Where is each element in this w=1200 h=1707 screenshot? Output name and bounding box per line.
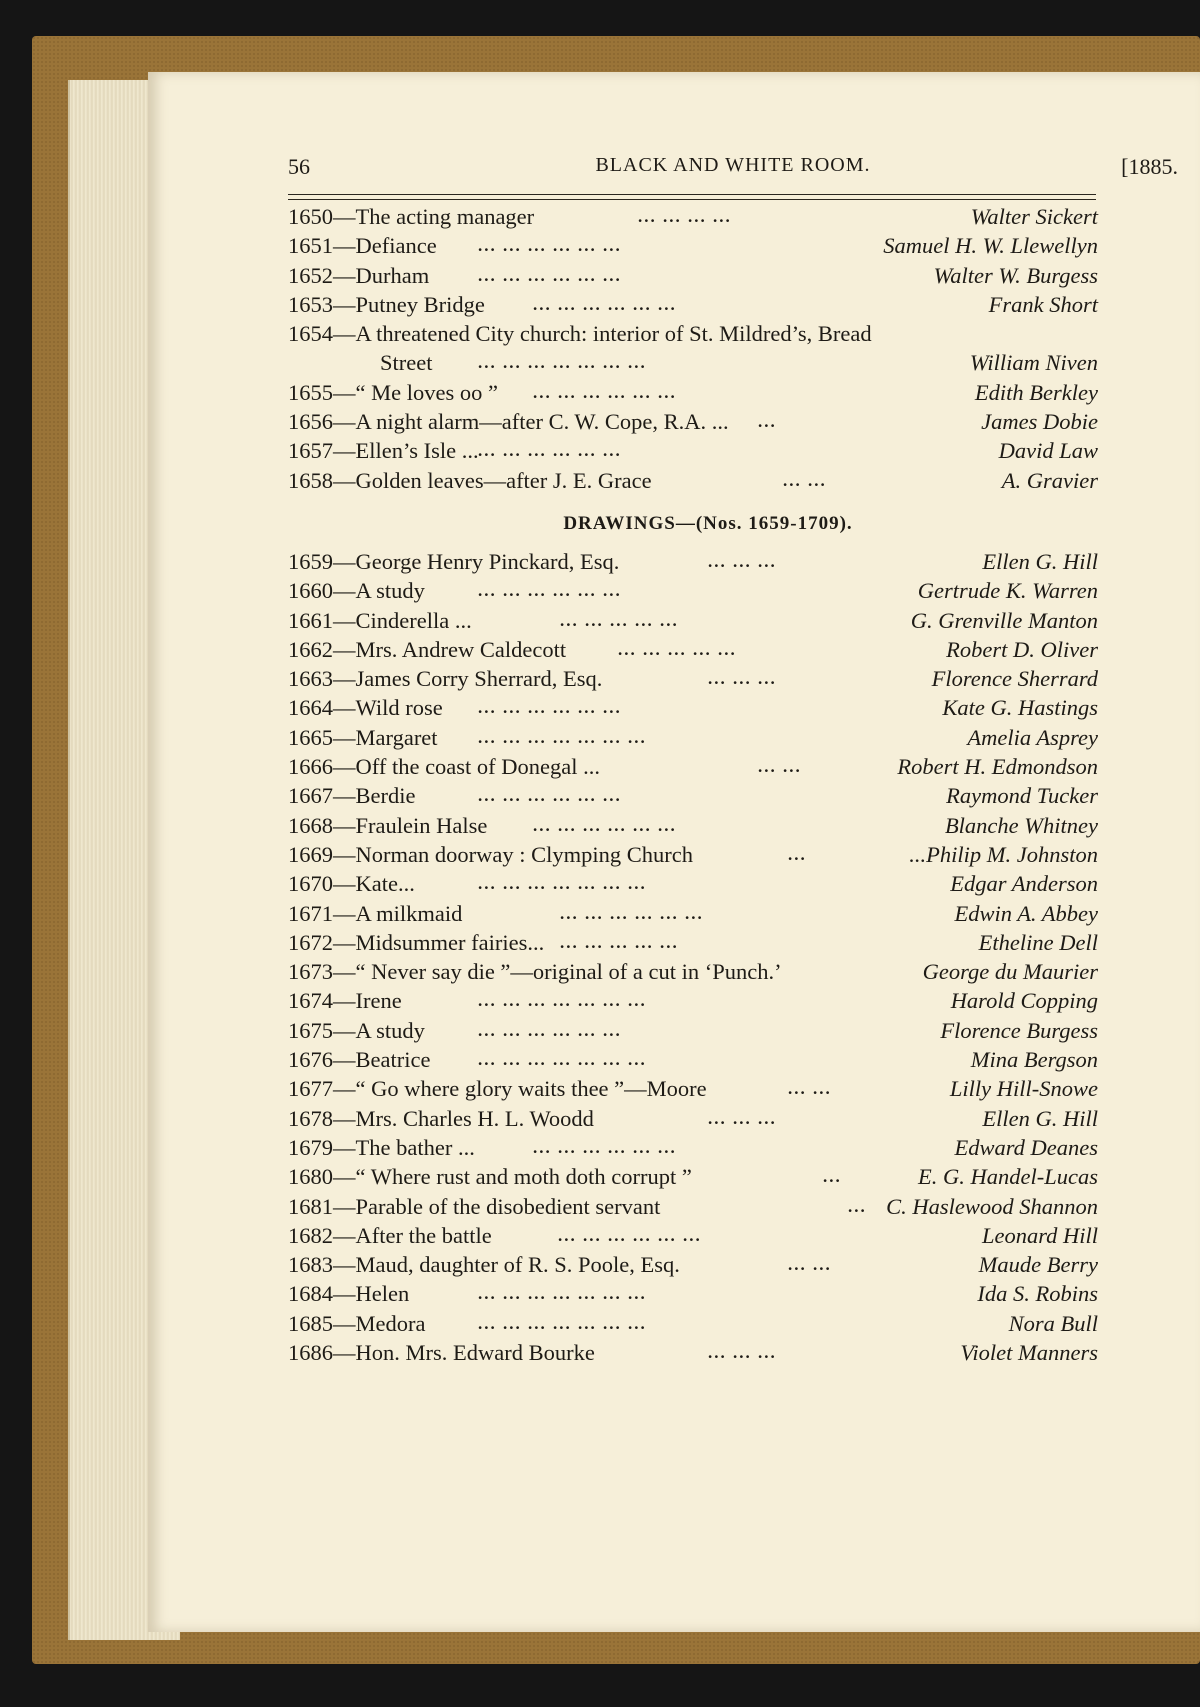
entry-artist: Kate G. Hastings xyxy=(942,695,1098,721)
entry-title: 1678—Mrs. Charles H. L. Woodd xyxy=(288,1105,594,1131)
entry-artist: Etheline Dell xyxy=(978,929,1098,955)
entry-title: 1652—Durham xyxy=(288,262,430,288)
entry-artist: Mina Bergson xyxy=(970,1047,1098,1073)
entry-title: 1658—Golden leaves—after J. E. Grace xyxy=(288,467,652,493)
catalogue-entry xyxy=(288,261,1098,290)
entry-title: 1679—The bather ... xyxy=(288,1134,475,1160)
entry-title: 1677—“ Go where glory waits thee ”—Moore xyxy=(288,1076,707,1102)
entry-title: 1669—Norman doorway : Clymping Church xyxy=(288,841,693,867)
entry-title: 1683—Maud, daughter of R. S. Poole, Esq. xyxy=(288,1252,680,1278)
catalogue-entry xyxy=(288,348,1098,377)
dot-leader: ... xyxy=(758,412,777,432)
catalogue-entry xyxy=(288,407,1098,436)
catalogue-entry xyxy=(288,466,1098,495)
dot-leader: ... ... ... ... ... ... ... xyxy=(478,991,647,1011)
entry-artist: Florence Burgess xyxy=(940,1017,1098,1043)
entry-title: 1655—“ Me loves oo ” xyxy=(288,379,498,405)
catalogue-entry xyxy=(288,1074,1098,1103)
entry-title: 1659—George Henry Pinckard, Esq. xyxy=(288,548,620,574)
catalogue-entry xyxy=(288,635,1098,664)
dot-leader: ... ... ... ... ... ... xyxy=(560,903,704,923)
catalogue-entry xyxy=(288,752,1098,781)
catalogue-entry xyxy=(288,231,1098,260)
dot-leader: ... ... ... xyxy=(708,1342,777,1362)
catalogue-entry xyxy=(288,202,1098,231)
dot-leader: ... ... ... ... ... ... xyxy=(478,236,622,256)
entry-artist: Amelia Asprey xyxy=(967,724,1098,750)
entry-title: 1681—Parable of the disobedient servant xyxy=(288,1193,661,1219)
dot-leader: ... ... ... ... ... ... ... xyxy=(478,1284,647,1304)
entry-title: 1676—Beatrice xyxy=(288,1047,431,1073)
entry-artist: Violet Manners xyxy=(960,1339,1098,1365)
entry-artist: Maude Berry xyxy=(978,1252,1098,1278)
catalogue-entry xyxy=(288,840,1098,869)
entry-title: 1667—Berdie xyxy=(288,783,416,809)
section-heading: DRAWINGS—(Nos. 1659-1709). xyxy=(563,512,853,534)
entry-title: 1673—“ Never say die ”—original of a cut in ‘Punch.’ xyxy=(288,959,782,985)
dot-leader: ... ... xyxy=(788,1079,832,1099)
dot-leader: ... ... xyxy=(758,757,802,777)
entry-title: 1650—The acting manager xyxy=(288,204,535,229)
catalogue-entry xyxy=(288,811,1098,840)
dot-leader: ... ... ... ... ... ... xyxy=(478,786,622,806)
catalogue-entry xyxy=(288,899,1098,928)
catalogue-entry xyxy=(288,1338,1098,1367)
entries-drawings xyxy=(288,547,1098,1367)
entry-artist: Ellen G. Hill xyxy=(982,548,1098,574)
entry-title: 1680—“ Where rust and moth doth corrupt ” xyxy=(288,1164,692,1190)
dot-leader: ... ... ... ... ... xyxy=(560,610,679,630)
dot-leader: ... ... ... ... ... xyxy=(618,639,737,659)
dot-leader: ... ... ... ... ... ... xyxy=(558,1225,702,1245)
entry-title: 1656—A night alarm—after C. W. Cope, R.A. ... xyxy=(288,409,729,435)
running-year: [1885. xyxy=(1121,154,1178,179)
dot-leader: ... ... ... ... ... ... ... xyxy=(478,874,647,894)
dot-leader: ... ... ... ... ... ... ... xyxy=(478,353,647,373)
catalogue-entry xyxy=(288,547,1098,576)
dot-leader: ... ... ... ... ... xyxy=(560,932,679,952)
running-title: BLACK AND WHITE ROOM. xyxy=(595,154,871,176)
dot-leader: ... xyxy=(823,1167,842,1187)
entry-title: 1686—Hon. Mrs. Edward Bourke xyxy=(288,1339,595,1365)
dot-leader: ... ... ... ... ... ... xyxy=(533,382,677,402)
catalogue-entry xyxy=(288,576,1098,605)
entry-artist: James Dobie xyxy=(981,409,1098,435)
catalogue-entry xyxy=(288,606,1098,635)
dot-leader: ... ... ... ... ... ... xyxy=(478,698,622,718)
catalogue-entry xyxy=(288,319,1098,348)
catalogue-entry xyxy=(288,1250,1098,1279)
entry-title: 1651—Defiance xyxy=(288,233,437,259)
catalogue-entry xyxy=(288,723,1098,752)
header-rule xyxy=(288,199,1096,200)
entry-artist: Frank Short xyxy=(988,291,1098,317)
dot-leader: ... xyxy=(788,844,807,864)
entry-artist: Edwin A. Abbey xyxy=(954,900,1098,926)
dot-leader: ... ... ... ... ... ... xyxy=(478,265,622,285)
dot-leader: ... ... ... ... ... ... xyxy=(478,1020,622,1040)
dot-leader: ... ... ... ... ... ... ... xyxy=(478,1050,647,1070)
entry-title: 1661—Cinderella ... xyxy=(288,607,472,633)
entry-artist: Samuel H. W. Llewellyn xyxy=(883,233,1098,259)
entry-title: 1675—A study xyxy=(288,1017,425,1043)
dot-leader: ... ... ... ... ... ... xyxy=(533,294,677,314)
entry-artist: Ellen G. Hill xyxy=(982,1105,1098,1131)
dot-leader: ... ... ... ... ... ... xyxy=(478,581,622,601)
catalogue-entry xyxy=(288,1192,1098,1221)
entry-artist: Lilly Hill-Snowe xyxy=(949,1076,1098,1102)
entry-artist: Nora Bull xyxy=(1008,1310,1098,1336)
entry-title: 1664—Wild rose xyxy=(288,695,443,721)
entry-artist: Gertrude K. Warren xyxy=(917,578,1098,604)
catalogue-entry xyxy=(288,1162,1098,1191)
entry-title: 1672—Midsummer fairies... xyxy=(288,929,545,955)
entry-title: 1671—A milkmaid xyxy=(288,900,463,926)
entry-title: 1684—Helen xyxy=(288,1281,410,1307)
entry-artist: Raymond Tucker xyxy=(946,783,1098,809)
catalogue-entry xyxy=(288,378,1098,407)
dot-leader: ... ... ... xyxy=(708,1108,777,1128)
entry-artist: William Niven xyxy=(969,350,1098,376)
dot-leader: ... ... ... ... xyxy=(638,207,732,226)
entry-artist: David Law xyxy=(998,438,1098,464)
dot-leader: ... ... ... xyxy=(708,551,777,571)
entry-title: 1654—A threatened City church: interior of St. Mildred’s, Bread xyxy=(288,321,872,347)
catalogue-entry xyxy=(288,986,1098,1015)
entry-title: 1666—Off the coast of Donegal ... xyxy=(288,754,601,780)
entry-artist: Blanche Whitney xyxy=(944,812,1098,838)
entry-title: 1653—Putney Bridge xyxy=(288,291,485,317)
entry-title: 1660—A study xyxy=(288,578,425,604)
entry-title: 1674—Irene xyxy=(288,988,402,1014)
entry-artist: Robert D. Oliver xyxy=(946,636,1098,662)
entry-artist: Edgar Anderson xyxy=(950,871,1098,897)
entry-artist: Edward Deanes xyxy=(954,1134,1098,1160)
entry-title: 1663—James Corry Sherrard, Esq. xyxy=(288,666,603,692)
dot-leader: ... ... ... ... ... ... xyxy=(533,1137,677,1157)
catalogue-entry xyxy=(288,1045,1098,1074)
catalogue-entry xyxy=(288,1309,1098,1338)
catalogue-entry xyxy=(288,290,1098,319)
entry-artist: Leonard Hill xyxy=(981,1222,1098,1248)
entry-artist: George du Maurier xyxy=(922,959,1098,985)
entries-top xyxy=(288,202,1098,495)
entry-artist: A. Gravier xyxy=(1001,467,1098,493)
entry-title: Street xyxy=(380,350,433,376)
catalogue-entries xyxy=(288,202,1098,1367)
entry-artist: Harold Copping xyxy=(950,988,1098,1014)
entry-title: 1685—Medora xyxy=(288,1310,426,1336)
catalogue-entry xyxy=(288,781,1098,810)
entry-artist: E. G. Handel-Lucas xyxy=(918,1164,1098,1190)
dot-leader: ... ... xyxy=(788,1255,832,1275)
dot-leader: ... ... ... ... ... ... ... xyxy=(478,1313,647,1333)
catalogue-entry xyxy=(288,1221,1098,1250)
entry-artist: Florence Sherrard xyxy=(931,666,1098,692)
catalogue-entry xyxy=(288,1104,1098,1133)
entry-title: 1657—Ellen’s Isle ... xyxy=(288,438,479,464)
entry-artist: Edith Berkley xyxy=(974,379,1098,405)
page-number: 56 xyxy=(288,154,310,179)
book-page xyxy=(148,72,1200,1632)
entry-artist: G. Grenville Manton xyxy=(910,607,1098,633)
entry-artist: Ida S. Robins xyxy=(977,1281,1098,1307)
dot-leader: ... ... xyxy=(783,470,827,490)
entry-title: 1665—Margaret xyxy=(288,724,438,750)
catalogue-entry xyxy=(288,693,1098,722)
catalogue-entry xyxy=(288,869,1098,898)
entry-artist: Walter W. Burgess xyxy=(933,262,1098,288)
catalogue-entry xyxy=(288,928,1098,957)
dot-leader: ... ... ... xyxy=(708,669,777,689)
entry-title: 1670—Kate... xyxy=(288,871,415,897)
dot-leader: ... ... ... ... ... ... xyxy=(478,441,622,461)
catalogue-entry xyxy=(288,957,1098,986)
entry-title: 1668—Fraulein Halse xyxy=(288,812,488,838)
entry-artist: C. Haslewood Shannon xyxy=(886,1193,1098,1219)
catalogue-entry xyxy=(288,1016,1098,1045)
catalogue-entry xyxy=(288,1133,1098,1162)
catalogue-entry xyxy=(288,664,1098,693)
entry-title: 1682—After the battle xyxy=(288,1222,492,1248)
entry-artist: ...Philip M. Johnston xyxy=(909,841,1098,867)
dot-leader: ... ... ... ... ... ... xyxy=(533,815,677,835)
header-rule xyxy=(288,194,1096,195)
dot-leader: ... xyxy=(848,1196,867,1216)
entry-artist: Robert H. Edmondson xyxy=(897,754,1098,780)
catalogue-entry xyxy=(288,436,1098,465)
entry-title: 1662—Mrs. Andrew Caldecott xyxy=(288,636,567,662)
page-header xyxy=(288,154,1178,194)
entry-artist: Walter Sickert xyxy=(970,204,1098,229)
catalogue-entry xyxy=(288,1279,1098,1308)
dot-leader: ... ... ... ... ... ... ... xyxy=(478,727,647,747)
